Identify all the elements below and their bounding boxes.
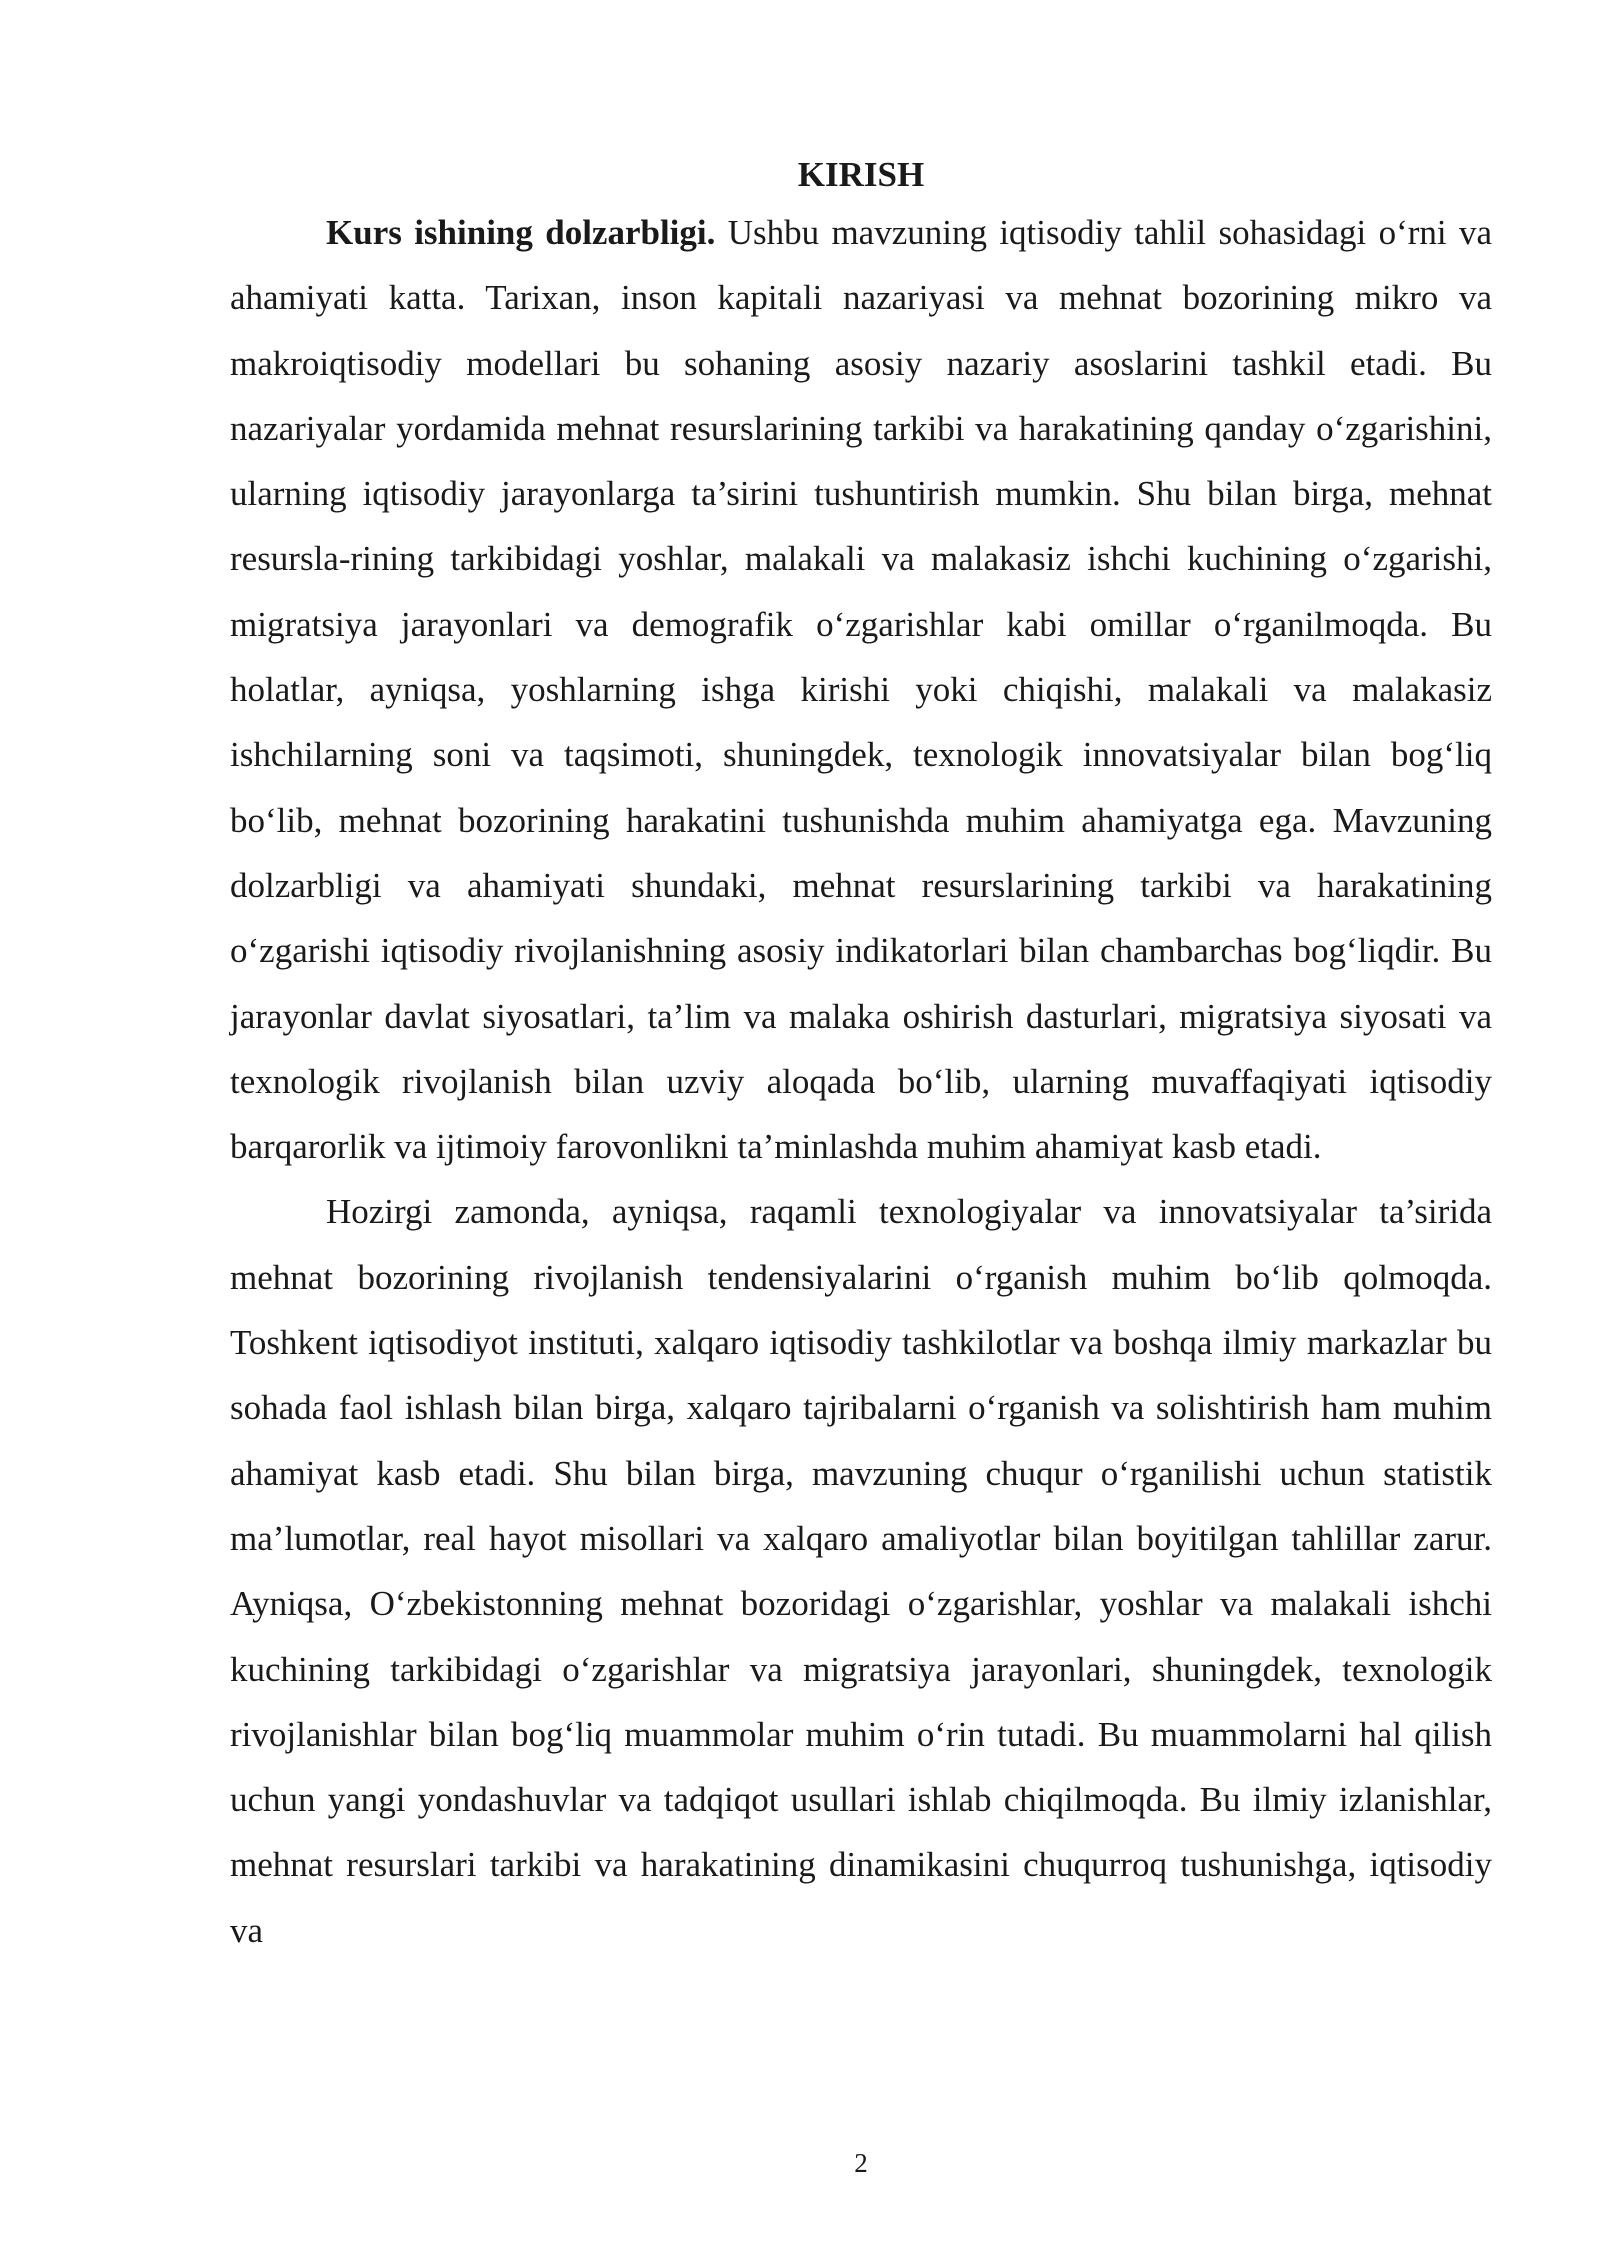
page-content	[230, 150, 1492, 1963]
section-heading: KIRISH	[797, 155, 925, 194]
page-number: 2	[854, 2148, 868, 2178]
paragraph-body: Ushbu mavzuning iqtisodiy tahlil sohasidagi o‘rni va ahamiyati katta. Tarixan, inson kapitali nazariyasi va mehnat bozorining mikro va makroiqtisodiy modellari bu sohaning asosiy nazariy asoslarini tashkil etadi. Bu nazariyalar yordamida mehnat resurslarining tarkibi va harakatining qanday o‘zgarishini, ularning iqtisodiy jarayonlarga ta’sirini tushuntirish mumkin. Shu bilan birga, mehnat resursla-rining tarkibidagi yoshlar, malakali va malakasiz ishchi kuchining o‘zgarishi, migratsiya jarayonlari va demografik o‘zgarishlar kabi omillar o‘rganilmoqda. Bu holatlar, ayniqsa, yoshlarning ishga kirishi yoki chiqishi, malakali va malakasiz ishchilarning soni va taqsimoti, shuningdek, texnologik innovatsiyalar bilan bog‘liq bo‘lib, mehnat bozorining harakatini tushunishda muhim ahamiyatga ega. Mavzuning dolzarbligi va ahamiyati shundaki, mehnat resurslarining tarkibi va harakatining o‘zgarishi iqtisodiy rivojlanishning asosiy indikatorlari bilan chambarchas bog‘liqdir. Bu jarayonlar davlat siyosatlari, ta’lim va malaka oshirish dasturlari, migratsiya siyosati va texnologik rivojlanish bilan uzviy aloqada bo‘lib, ularning muvaffaqiyati iqtisodiy barqarorlik va ijtimoiy farovonlikni ta’minlashda muhim ahamiyat kasb etadi.	[230, 213, 1492, 1167]
paragraph-relevance	[230, 200, 1492, 1179]
paragraph-lead: Kurs ishining dolzarbligi.	[326, 213, 716, 252]
paragraph-modern-trends: Hozirgi zamonda, ayniqsa, raqamli texnologiyalar va innovatsiyalar ta’sirida mehnat bozorining rivojlanish tendensiyalarini o‘rganish muhim bo‘lib qolmoqda. Toshkent iqtisodiyot instituti, xalqaro iqtisodiy tashkilotlar va boshqa ilmiy markazlar bu sohada faol ishlash bilan birga, xalqaro tajribalarni o‘rganish va solishtirish ham muhim ahamiyat kasb etadi. Shu bilan birga, mavzuning chuqur o‘rganilishi uchun statistik ma’lumotlar, real hayot misollari va xalqaro amaliyotlar bilan boyitilgan tahlillar zarur. Ayniqsa, O‘zbekistonning mehnat bozoridagi o‘zgarishlar, yoshlar va malakali ishchi kuchining tarkibidagi o‘zgarishlar va migratsiya jarayonlari, shuningdek, texnologik rivojlanishlar bilan bog‘liq muammolar muhim o‘rin tutadi. Bu muammolarni hal qilish uchun yangi yondashuvlar va tadqiqot usullari ishlab chiqilmoqda. Bu ilmiy izlanishlar, mehnat resurslari tarkibi va harakatining dinamikasini chuqurroq tushunishga, iqtisodiy va	[230, 1192, 1492, 1950]
